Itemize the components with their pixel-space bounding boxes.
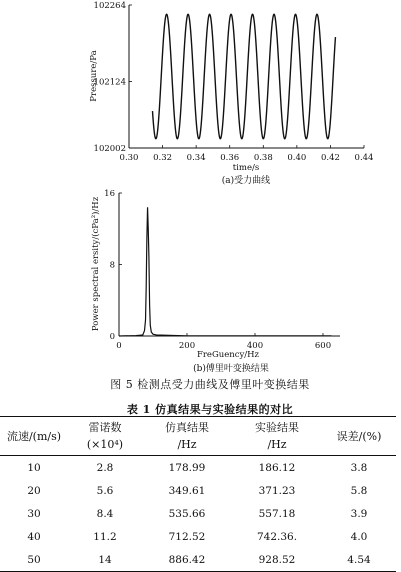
cell-exp: 928.52: [232, 548, 322, 572]
psd-plot-area: [90, 189, 340, 360]
cell-reynolds: 2.8: [96, 461, 114, 474]
pressure-chart: [0, 0, 401, 185]
col-speed-header: 流速/(m/s): [0, 417, 68, 456]
pressure-plot-area: [89, 1, 373, 173]
cell-sim: 535.66: [168, 507, 206, 520]
cell-reynolds: 11.2: [93, 530, 117, 543]
psd-y-tick-label: 0: [109, 332, 115, 342]
cell-speed: 40: [27, 530, 41, 543]
cell-sim: 712.52: [168, 530, 206, 543]
pressure-x-tick-label: 0.38: [253, 153, 273, 163]
cell-error: 3.8: [350, 461, 368, 474]
cell-error: 4.0: [350, 530, 368, 543]
pressure-x-tick-label: 0.44: [354, 153, 374, 163]
cell-speed: 30: [27, 507, 41, 520]
cell-error: 4.54: [322, 548, 396, 572]
cell-error: 3.9: [350, 507, 368, 520]
pressure-y-tick-label: 102124: [93, 77, 126, 88]
pressure-x-tick-label: 0.42: [320, 153, 340, 163]
pressure-y-tick-label: 102002: [93, 144, 126, 154]
comparison-table: [0, 416, 396, 572]
col-sim-header: 仿真结果 /Hz: [142, 417, 232, 456]
psd-x-tick-label: 400: [246, 341, 264, 351]
pressure-x-tick-label: 0.40: [287, 153, 307, 163]
cell-exp: 742.36.: [256, 530, 298, 543]
cell-exp: 371.23: [258, 484, 296, 497]
pressure-x-tick-label: 0.32: [153, 153, 173, 163]
col-error-header: 误差/(%): [322, 417, 396, 456]
pressure-x-tick-label: 0.36: [220, 153, 240, 163]
psd-x-tick-label: 0: [116, 341, 122, 351]
cell-error: 5.8: [350, 484, 368, 497]
table-header-row: [0, 417, 396, 456]
cell-reynolds: 14: [68, 548, 142, 572]
pressure-series-line: [153, 14, 336, 138]
pressure-x-tick-label: 0.30: [119, 153, 139, 163]
table-caption: 表 1 仿真结果与实验结果的对比: [126, 403, 294, 416]
cell-sim: 886.42: [142, 548, 232, 572]
cell-speed: 50: [0, 548, 68, 572]
pressure-x-tick-label: 0.34: [186, 153, 206, 163]
table-row: [0, 456, 396, 480]
pressure-x-axis-label: time/s: [232, 163, 260, 173]
table-row: [0, 525, 396, 548]
psd-chart: [0, 185, 401, 370]
figure-caption: 图 5 检测点受力曲线及傅里叶变换结果: [110, 378, 310, 391]
cell-reynolds: 8.4: [96, 507, 114, 520]
psd-x-axis-label: FreGuency/Hz: [196, 350, 260, 360]
psd-x-tick-label: 200: [178, 341, 196, 351]
subfigure-a-caption: (a)受力曲线: [221, 176, 271, 186]
psd-y-tick-label: 8: [109, 260, 115, 271]
table-row: [0, 479, 396, 502]
pressure-y-axis-label: Pressure/Pa: [89, 50, 99, 102]
cell-exp: 186.12: [258, 461, 296, 474]
table-row: [0, 502, 396, 525]
psd-y-axis-label: Power spectral ersity/(cPa²)/Hz: [91, 196, 101, 332]
cell-sim: 178.99: [168, 461, 206, 474]
psd-x-tick-label: 600: [314, 341, 332, 351]
col-exp-header: 实验结果 /Hz: [232, 417, 322, 456]
col-reynolds-header: 雷诺数 (×10⁴): [68, 417, 142, 456]
pressure-y-ticks: [94, 1, 132, 154]
psd-series-line: [119, 207, 332, 336]
cell-speed: 20: [27, 484, 41, 497]
pressure-y-tick-label: 102264: [93, 1, 126, 11]
psd-y-tick-label: 16: [104, 189, 115, 199]
cell-sim: 349.61: [168, 484, 206, 497]
cell-reynolds: 5.6: [96, 484, 114, 497]
cell-speed: 10: [27, 461, 41, 474]
subfigure-b-caption: (b)傅里叶变换结果: [193, 364, 269, 374]
cell-exp: 557.18: [258, 507, 296, 520]
